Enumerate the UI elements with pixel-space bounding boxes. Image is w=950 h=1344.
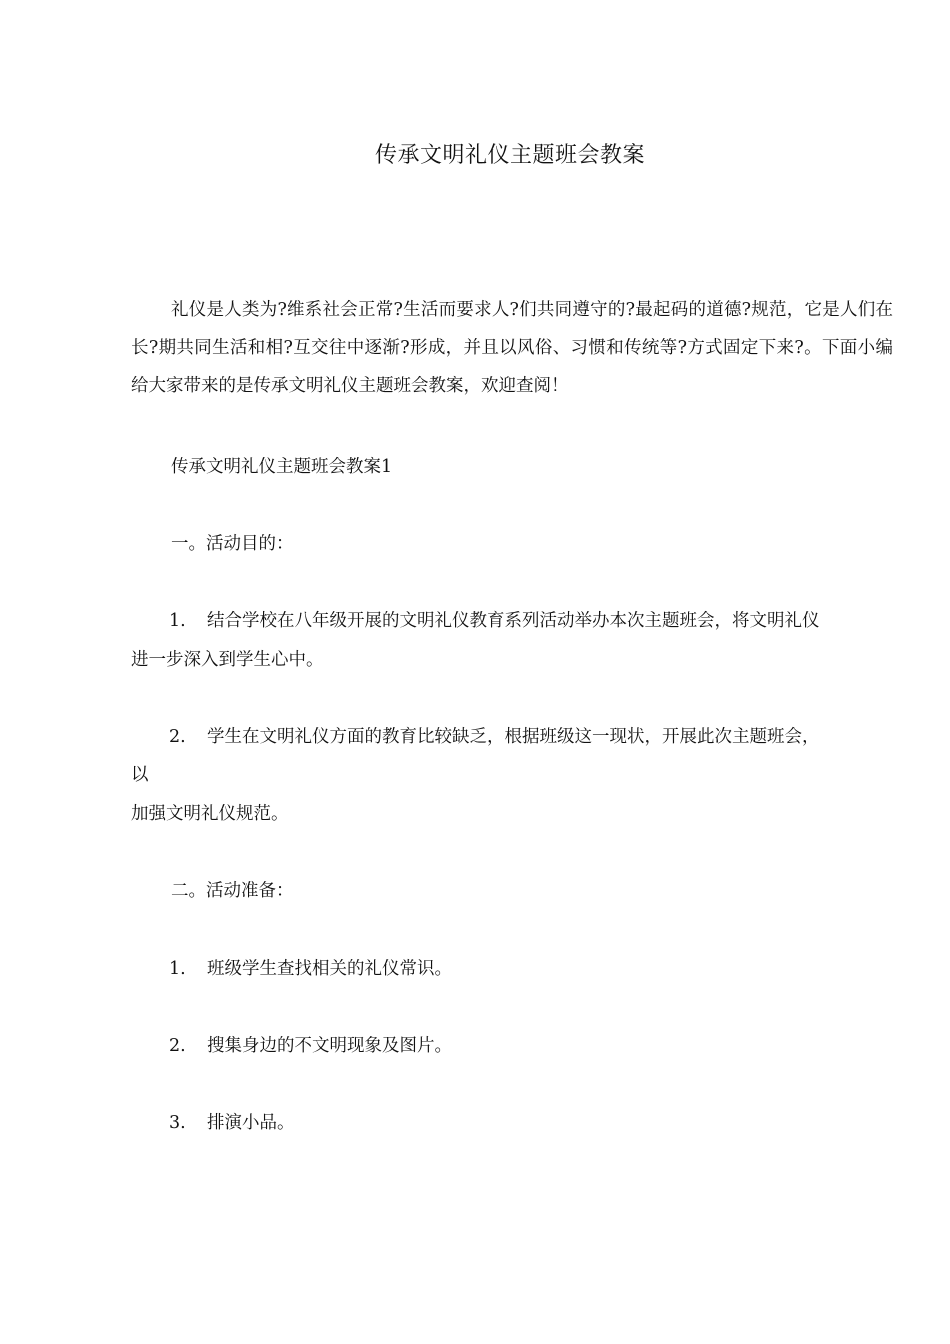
list-item-continuation: 以: [131, 765, 149, 785]
list-item-text: 结合学校在八年级开展的文明礼仪教育系列活动举办本次主题班会，将文明礼仪: [207, 611, 820, 631]
list-item-text: 搜集身边的不文明现象及图片。: [207, 1036, 452, 1056]
list-item-text: 班级学生查找相关的礼仪常识。: [207, 959, 452, 979]
list-item-text: 学生在文明礼仪方面的教育比较缺乏，根据班级这一现状，开展此次主题班会，: [207, 727, 820, 747]
list-item: [169, 1111, 295, 1135]
document-title: 传承文明礼仪主题班会教案: [374, 143, 645, 168]
part1-heading: 一。活动目的：: [171, 534, 294, 554]
list-item-number: 1.: [169, 959, 186, 979]
list-item-number: 2.: [169, 727, 186, 747]
list-item: [169, 1034, 452, 1058]
list-item: [169, 725, 820, 749]
list-item-number: 2.: [169, 1036, 186, 1056]
list-item-continuation: 加强文明礼仪规范。: [131, 804, 289, 824]
part2-heading: 二。活动准备：: [171, 881, 294, 901]
list-item-text: 排演小品。: [207, 1113, 295, 1133]
intro-paragraph: 礼仪是人类为?维系社会正常?生活而要求人?们共同遵守的?最起码的道德?规范，它是人们在长?期共同生活和相?互交往中逐渐?形成，并且以风俗、习惯和传统等?方式固定下来?。下面小编给大家带来的是传承文明礼仪主题班会教案，欢迎查阅！: [131, 300, 893, 396]
list-item: [169, 609, 820, 633]
list-item-continuation: 进一步深入到学生心中。: [131, 650, 324, 670]
list-item-number: 1.: [169, 611, 186, 631]
section-heading: 传承文明礼仪主题班会教案1: [171, 457, 393, 477]
list-item-number: 3.: [169, 1113, 186, 1133]
list-item: [169, 957, 452, 981]
